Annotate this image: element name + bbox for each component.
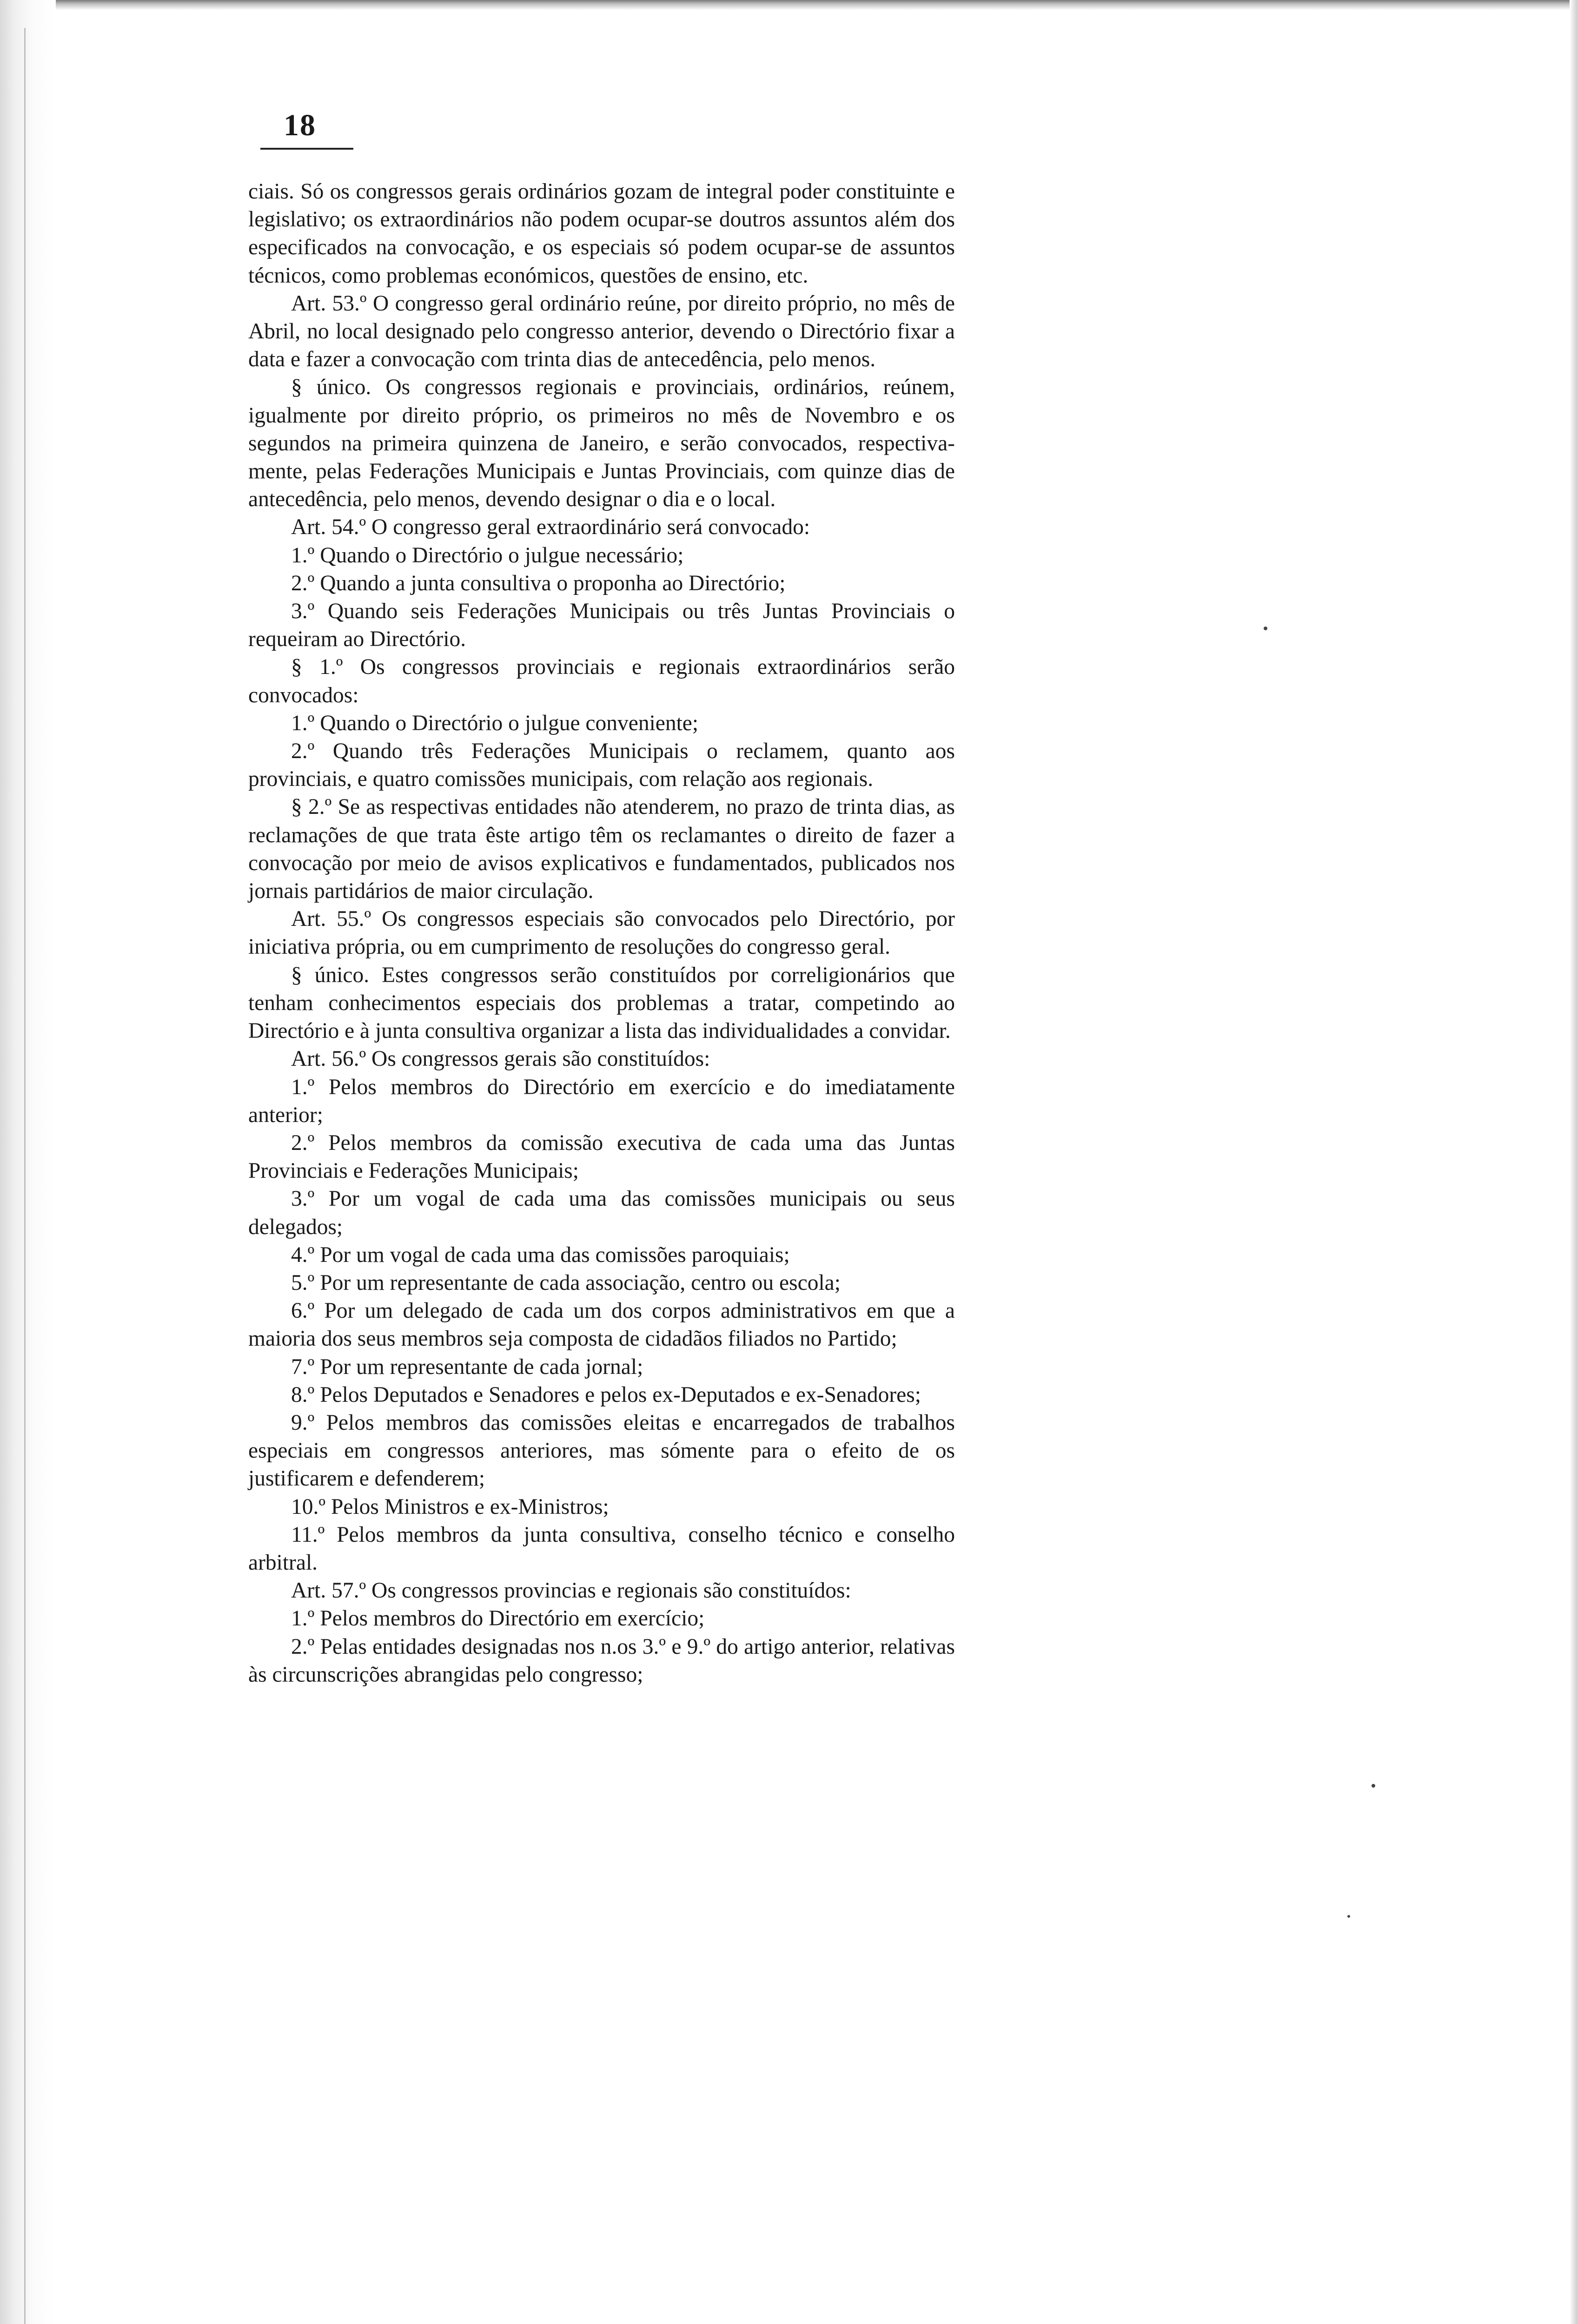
paragraph: 9.º Pelos membros das comissões eleitas e encarregados de trabalhos especiais em congressos anteriores, mas sómente para o efeito de os justificarem e defenderem; bbox=[248, 1410, 955, 1491]
page-number-rule bbox=[260, 148, 353, 150]
paragraph: Art. 57.º Os congressos provincias e regionais são constituídos: bbox=[291, 1578, 851, 1603]
paragraph: § 2.º Se as respectivas entidades não atenderem, no prazo de trinta dias, as reclamações de que trata êste artigo têm os reclamantes o direito de fazer a convocação por meio de avisos explicativos e fundamentados, publicados nos jornais partidários de maior circulação. bbox=[248, 795, 955, 904]
page-number: 18 bbox=[284, 108, 316, 142]
paragraph: 1.º Pelos membros do Directório em exercício e do imediatamente anterior; bbox=[248, 1075, 955, 1127]
paragraph: Art. 53.º O congresso geral ordinário reúne, por direito próprio, no mês de Abril, no local designado pelo congresso anterior, devendo o Directório fixar a data e fazer a convocação com trinta dias de antecedência, pelo menos. bbox=[248, 291, 955, 372]
paragraph: 1.º Quando o Directório o julgue necessário; bbox=[291, 543, 684, 568]
paragraph: 5.º Por um representante de cada associação, centro ou escola; bbox=[291, 1270, 841, 1295]
paragraph: 3.º Quando seis Federações Municipais ou três Juntas Provinciais o requeiram ao Directório. bbox=[248, 599, 955, 652]
paragraph: § único. Os congressos regionais e provinciais, ordinários, reúnem, igualmente por direito próprio, os primeiros no mês de Novembro e os segundos na primeira quinzena de Janeiro, e serão convocados, respectivamente, pelas Federações Municipais e Juntas Provinciais, com quinze dias de antecedência, pelo menos, devendo designar o dia e o local. bbox=[248, 375, 955, 512]
paragraph: 2.º Quando a junta consultiva o proponha ao Directório; bbox=[291, 571, 786, 595]
scan-right-edge bbox=[1570, 0, 1577, 2324]
paragraph: 8.º Pelos Deputados e Senadores e pelos ex-Deputados e ex-Senadores; bbox=[291, 1382, 921, 1407]
ink-speck bbox=[1372, 1784, 1375, 1788]
paragraph: § único. Estes congressos serão constituídos por correligionários que tenham conhecimentos especiais dos problemas a tratar, competindo ao Directório e à junta consultiva organizar a lista das individualidades a convidar. bbox=[248, 963, 955, 1043]
paragraph: Art. 56.º Os congressos gerais são constituídos: bbox=[291, 1047, 710, 1071]
paragraph: 6.º Por um delegado de cada um dos corpos administrativos em que a maioria dos seus membros seja composta de cidadãos filiados no Partido; bbox=[248, 1299, 955, 1351]
ink-speck bbox=[1347, 1915, 1350, 1918]
scan-top-edge bbox=[0, 0, 1577, 10]
paragraph: 1.º Pelos membros do Directório em exercício; bbox=[291, 1606, 705, 1631]
paragraph: 11.º Pelos membros da junta consultiva, conselho técnico e conselho arbitral. bbox=[248, 1522, 955, 1575]
paragraph: 2.º Pelos membros da comissão executiva de cada uma das Juntas Provinciais e Federações Municipais; bbox=[248, 1130, 955, 1183]
paragraph: § 1.º Os congressos provinciais e regionais extraordinários serão convocados: bbox=[248, 655, 955, 707]
body-text bbox=[248, 178, 955, 1689]
paragraph: 2.º Quando três Federações Municipais o reclamem, quanto aos provinciais, e quatro comissões municipais, com relação aos regionais. bbox=[248, 739, 955, 792]
scan-left-rule bbox=[24, 28, 26, 2324]
ink-speck bbox=[1264, 627, 1267, 630]
paragraph: Art. 54.º O congresso geral extraordinário será convocado: bbox=[291, 515, 810, 540]
paragraph: 4.º Por um vogal de cada uma das comissões paroquiais; bbox=[291, 1242, 790, 1267]
paragraph: 2.º Pelas entidades designadas nos n.os 3.º e 9.º do artigo anterior, relativas às circunscrições abrangidas pelo congresso; bbox=[248, 1634, 955, 1687]
paragraph: 1.º Quando o Directório o julgue conveniente; bbox=[291, 711, 699, 735]
paragraph: 3.º Por um vogal de cada uma das comissões municipais ou seus delegados; bbox=[248, 1187, 955, 1239]
paragraph: ciais. Só os congressos gerais ordinários gozam de integral poder constituinte e legislativo; os extraordinários não podem ocupar-se doutros assuntos além dos especificados na convocação, e os especiais só podem ocupar-se de assuntos técnicos, como problemas económicos, questões de ensino, etc. bbox=[248, 179, 955, 288]
paragraph: Art. 55.º Os congressos especiais são convocados pelo Directório, por iniciativa própria, ou em cumprimento de resoluções do congresso geral. bbox=[248, 907, 955, 959]
scan-left-edge bbox=[0, 0, 56, 2324]
paragraph: 7.º Por um representante de cada jornal; bbox=[291, 1354, 643, 1379]
paragraph: 10.º Pelos Ministros e ex-Ministros; bbox=[291, 1494, 609, 1519]
